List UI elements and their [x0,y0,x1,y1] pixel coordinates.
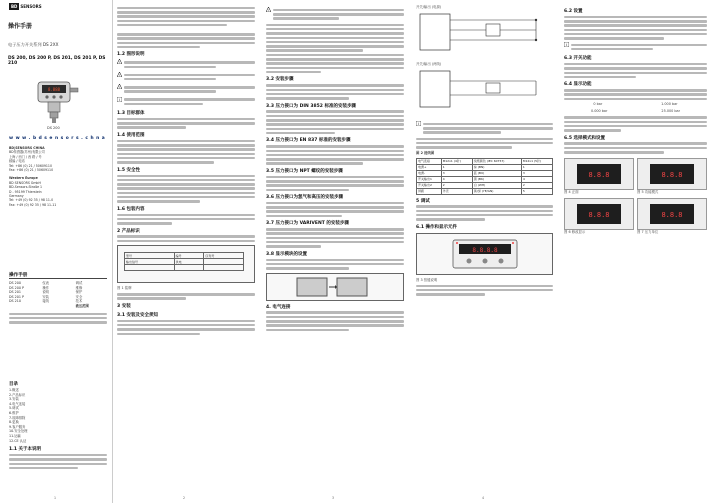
section-heading: 3.1 安装及安全须知 [117,312,159,318]
svg-text:i: i [418,122,419,126]
device-front-illustration [417,234,553,274]
nameplate-field: 编号 [174,253,204,259]
nameplate-figure [117,245,255,283]
section-heading: 3.8 显示模块的设置 [266,251,308,257]
display-value: 25.000 bar [661,109,680,114]
table-cell: 电源+ [417,164,442,170]
svg-text:i: i [119,97,120,102]
section-heading: 6.4 显示功能 [564,82,592,88]
address-line: BD传感器(苏州)有限公司 [9,150,45,155]
table-header: M12x1 (4针) [441,158,472,164]
figure-mode-select [564,158,634,190]
contents-item: 维修 [75,285,83,290]
table-row [417,188,553,194]
contents-item: 接线 [42,299,49,304]
section-heading: 1.5 安全性 [117,167,141,173]
svg-text:!: ! [118,73,121,77]
section-heading: 1.1 关于本说明 [9,447,42,453]
table-cell: 3 [521,170,552,176]
nameplate-field: 输出信号 [125,259,175,265]
section-heading: 6.5 选择模式和设置 [564,135,606,141]
section-heading: 5 调试 [416,198,430,204]
section-heading: 3.7 压力接口为 VARIVENT 的安装步骤 [266,221,349,227]
display-value: 0 bar [593,102,603,107]
address-line: BD|SENSORS CHINA [9,146,45,150]
wiring-table [416,158,553,195]
info-icon [117,97,122,102]
display-illustration [642,161,702,187]
nameplate-field: 序列号 [204,253,244,259]
section-heading: 6.3 开关功能 [564,56,592,62]
page-number: 2 [183,496,186,500]
section-heading: 3.5 压力接口为 NPT 螺纹的安装步骤 [266,168,343,174]
address-line: Germany [9,194,24,199]
table-cell: 屏蔽 [417,188,442,194]
section-heading: 3.2 安装步骤 [266,77,294,83]
website-url[interactable]: w w w . b d s e n s o r s . c h n a [9,136,106,141]
value-list [564,102,707,107]
warning-icon [117,72,122,77]
cover-subtitle: 电子压力开关系列 DS 2XX [8,42,59,47]
brand-logo [9,3,42,10]
table-cell: 开关输出2 [417,182,442,188]
figure-caption: 图 7 压力单位 [637,229,659,234]
contents-extra: 液压范围 [75,303,89,308]
cover-column [0,0,113,503]
nameplate-field: 供电 [174,259,204,265]
svg-text:8.888: 8.888 [47,87,61,92]
address-line: D - 95199 Thierstein [9,189,42,194]
figure-grid [564,158,707,235]
address-line: 邮编 / 电话 [9,159,25,164]
figure-caption: 图 5 功能模式 [637,189,659,194]
cover-title: 操作手册 [8,23,33,30]
toc-item[interactable]: 6.维护 [9,410,19,415]
table-cell: 3 [441,170,472,176]
contents-item: 操作 [42,285,49,290]
address-line: Fax: +49 (0) 92 35 / 98 11-11 [9,202,57,207]
contents-item: 技术 [75,299,83,304]
table-cell: 5 [521,188,552,194]
section-heading: 6.2 设置 [564,9,583,14]
page-number: 3 [332,496,335,500]
product-image [23,80,85,124]
display-module-illustration [267,274,405,300]
contents-grid [9,281,107,309]
table-cell: 1 [441,164,472,170]
nameplate-field: 型号 [125,253,175,259]
address-line: Tel: +86 (0) 21 / 50609110 [9,163,52,168]
table-cell: 蓝 (BU) [472,170,521,176]
text-column-5 [560,0,711,503]
cover-models: DS 200, DS 200 P, DS 201, DS 201 P, DS 210 [8,56,106,66]
toc-item[interactable]: 7.故障排除 [9,415,26,420]
address-line: Tel: +49 (0) 92 35 / 98 11-0 [9,198,54,203]
display-illustration [569,161,629,187]
svg-text:!: ! [118,60,121,65]
svg-text:8.8.8.8: 8.8.8.8 [472,246,498,254]
device-caption: DS 200 [47,126,60,130]
contents-title: 操作手册 [9,272,107,279]
warning-icon [117,59,122,64]
table-cell: 黑 (BK) [472,176,521,182]
toc-item[interactable]: 5.调试 [9,406,19,411]
toc-item[interactable]: 8.更换 [9,420,19,425]
page-number: 4 [482,496,485,500]
toc-item[interactable]: 4.电气连接 [9,401,26,406]
table-header: 线缆颜色 (IEC 60757) [472,158,521,164]
section-heading: 3.3 压力接口为 DIN 3852 标准的安装步骤 [266,103,356,109]
text-column-3 [262,0,408,503]
svg-text:i: i [566,42,567,47]
contents-item: DS 201 P [9,294,25,299]
svg-text:8.8.8: 8.8.8 [588,170,610,179]
section-heading: 1.6 包装内容 [117,206,145,212]
toc-item[interactable]: 1.概述 [9,388,19,392]
section-heading: 4. 电气连接 [266,304,291,310]
contents-item: DS 201 [9,290,21,295]
svg-text:!: ! [118,85,121,90]
display-module-figure [266,273,404,301]
toc-title: 目录 [9,382,18,387]
info-icon [416,121,421,126]
section-heading: 1.2 图形说明 [117,52,145,58]
figure-caption: 图 3 按键说明 [416,277,438,282]
page-number: 1 [54,496,57,500]
table-cell: 2 [521,182,552,188]
contents-item: DS 200 P [9,285,25,290]
address-block [9,146,109,207]
address-line: 上海 / 西门 / 西 路 / 号 [9,154,42,159]
section-heading: 3.4 压力接口为 EN 837 标准的安装步骤 [266,138,351,144]
contents-item: DS 210 [9,299,21,304]
display-illustration [642,201,702,227]
contents-item: 保护 [75,290,83,295]
wiring-title: 开关/输出 (电源) [416,5,442,9]
svg-text:8.8.8: 8.8.8 [661,210,683,219]
toc-item[interactable]: 2.产品标识 [9,392,26,397]
table-cell: 电源- [417,170,442,176]
contents-box [9,272,107,325]
table-cell: 黄/绿 (YE/GN) [472,188,521,194]
contents-item: 安装 [42,294,49,299]
display-value: 0.000 bar [591,109,608,114]
figure-modify-display [564,198,634,230]
wiring-diagram-1 [416,10,552,58]
toc [9,378,107,471]
table-cell: 棕 (BN) [472,164,521,170]
address-line: Western Europe [9,176,38,181]
nameplate-table [124,252,244,271]
contents-item: 说明 [42,290,49,295]
address-line: Fax: +86 (0) 21 / 50609110 [9,168,54,173]
section-heading: 1.4 使用范围 [117,132,145,138]
wiring-title: 开关/输出 (两线) [416,62,442,66]
address-line: BD SENSORS GmbH [9,180,41,185]
table-cell: 4 [521,176,552,182]
table-cell: 1 [521,164,552,170]
section-heading: 2 产品标识 [117,228,140,234]
table-header: M12x1 (5针) [521,158,552,164]
section-heading: 3 安装 [117,303,131,309]
figure-caption: 图 1 铭牌 [117,286,132,291]
table-cell: 外壳 [441,188,472,194]
toc-item[interactable]: 12.CE 认证 [9,438,27,443]
svg-text:!: ! [267,8,270,12]
value-list [564,109,707,114]
table-cell: 白 (WH) [472,182,521,188]
svg-text:8.8.8: 8.8.8 [661,170,683,179]
toc-item[interactable]: 10.安全处理 [9,429,28,434]
toc-item[interactable]: 11.运输 [9,433,21,438]
cover-title-block [8,21,112,66]
table-header: 电气连接 [417,158,442,164]
figure-function-mode [637,158,707,190]
contents-item: DS 200 [9,281,21,285]
section-heading: 3.6 压力接口为氢气和高压的安装步骤 [266,195,344,201]
section-heading: 1.3 目标群体 [117,111,145,117]
figure-caption: 图 4 正面 [564,189,579,194]
text-column-2 [113,0,259,503]
table-cell: 4 [441,176,472,182]
operating-elements-figure [416,233,553,275]
wiring-caption: 图 2 接线图 [416,150,435,155]
brand-logo-sensors: SENSORS [20,4,42,9]
section-heading: 6.1 操作和显示元件 [416,224,458,230]
table-cell: 开关输出1 [417,176,442,182]
display-illustration [569,201,629,227]
warning-icon [266,7,271,12]
info-icon [564,42,569,47]
figure-caption: 图 6 修改显示 [564,229,586,234]
contents-item: 安全 [75,294,83,299]
table-cell: 2 [441,182,472,188]
pressure-switch-illustration [28,80,80,124]
contents-item: 调试 [75,281,83,285]
svg-text:8.8.8: 8.8.8 [588,210,610,219]
contents-item: 仪表 [42,281,49,285]
text-column-4 [412,0,557,503]
address-line: BD-Sensors-Straße 1 [9,185,43,190]
display-value: 1.000 bar [661,102,678,107]
brand-logo-bd: BD [11,4,18,9]
wiring-diagram-2 [416,67,552,115]
figure-pressure-unit [637,198,707,230]
warning-icon [117,84,122,89]
toc-item[interactable]: 3.安装 [9,397,19,402]
toc-item[interactable]: 9.客户服务 [9,424,26,429]
